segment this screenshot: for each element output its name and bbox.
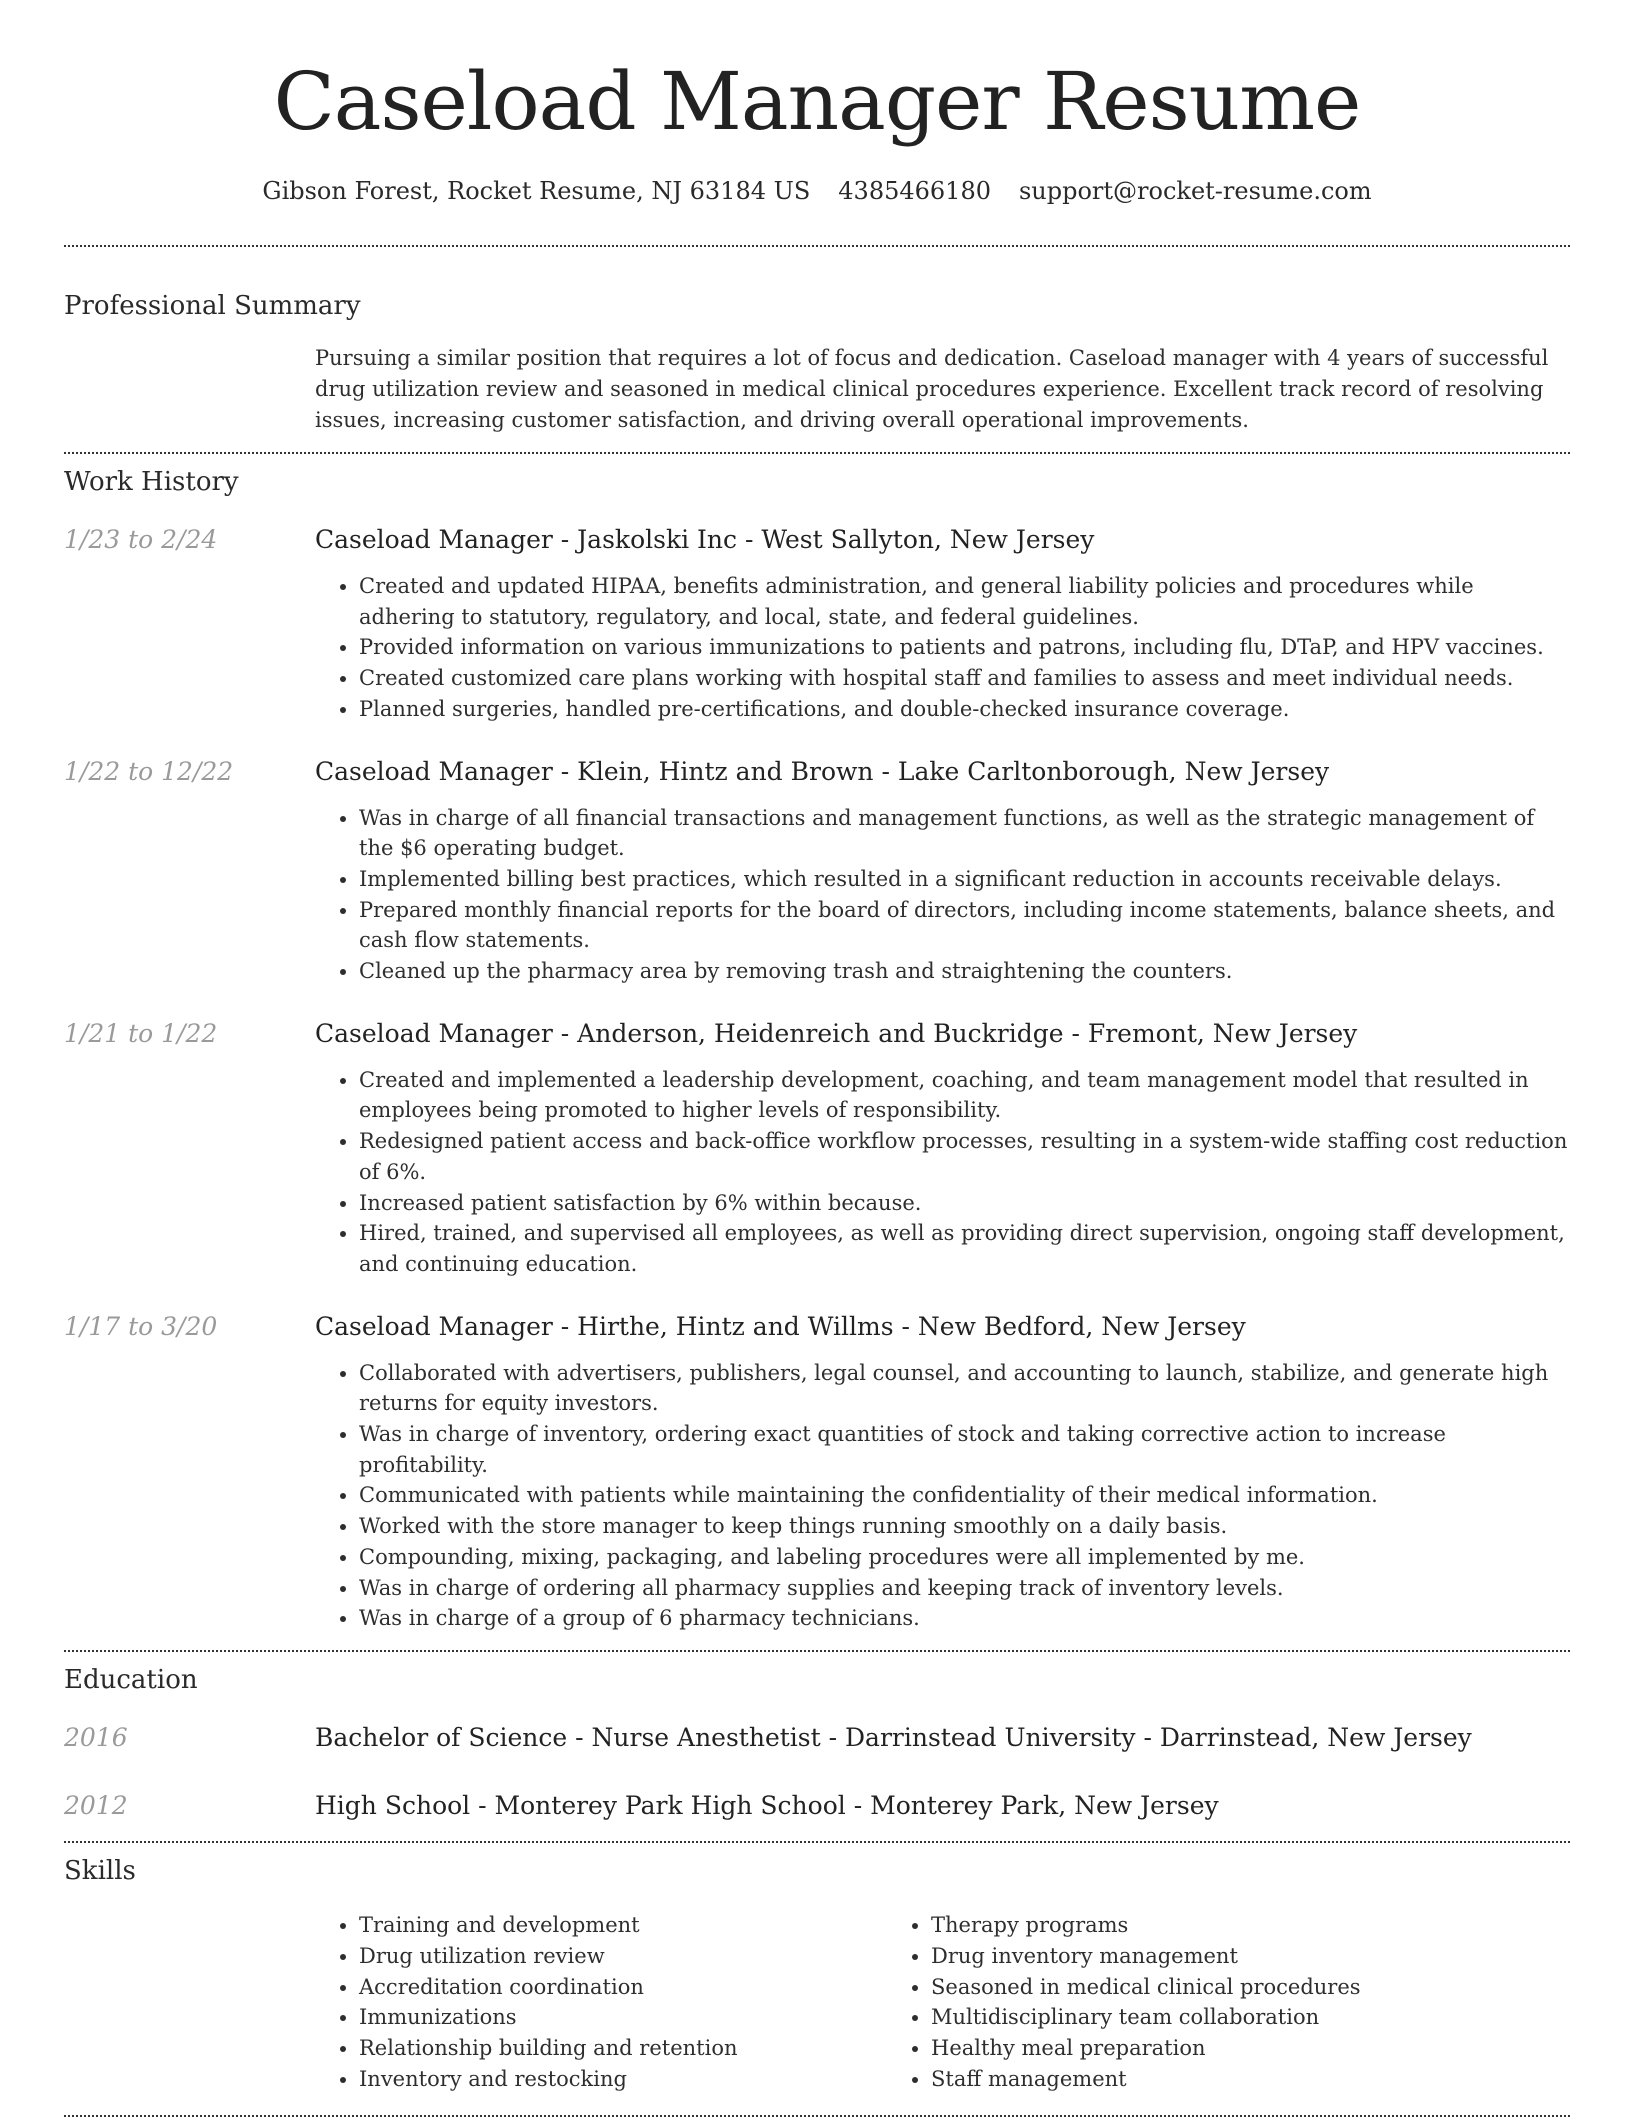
job-dates: 1/23 to 2/24 (64, 525, 218, 554)
skill-item: • Staff management (931, 2064, 1459, 2095)
job-bullet: • Created customized care plans working with hospital staff and families to assess and meet individual needs. (359, 663, 1570, 694)
skill-item: • Healthy meal preparation (931, 2033, 1459, 2064)
job-bullet: • Implemented billing best practices, which resulted in a significant reduction in accounts receivable delays. (359, 864, 1570, 895)
job-bullet: • Collaborated with advertisers, publishers, legal counsel, and accounting to launch, stabilize, and generate high returns for equity investors. (359, 1358, 1570, 1419)
divider (64, 452, 1570, 454)
resume-title: Caseload Manager Resume (273, 55, 1361, 148)
job-bullet: • Was in charge of a group of 6 pharmacy technicians. (359, 1603, 1570, 1634)
skill-item: • Drug utilization review (359, 1941, 887, 1972)
job-bullets (315, 571, 1570, 725)
education-year: 2012 (64, 1790, 128, 1820)
job-bullet: • Hired, trained, and supervised all employees, as well as providing direct supervision, ongoing staff development, and continuing education. (359, 1218, 1570, 1279)
divider (64, 1841, 1570, 1843)
job-bullet: • Communicated with patients while maintaining the confidentiality of their medical information. (359, 1480, 1570, 1511)
skills-row (64, 1910, 1570, 2095)
job-dates: 1/17 to 3/20 (64, 1311, 218, 1341)
job-bullet: • Redesigned patient access and back-office workflow processes, resulting in a system-wide staffing cost reduction of 6%. (359, 1126, 1570, 1187)
skill-item: • Relationship building and retention (359, 2033, 887, 2064)
education-heading: Education (64, 1664, 198, 1695)
skills-columns (315, 1910, 1570, 2095)
skill-item: • Therapy programs (931, 1910, 1459, 1941)
job-dates: 1/22 to 12/22 (64, 756, 234, 786)
education-degree: Bachelor of Science - Nurse Anesthetist - Darrinstead University - Darrinstead, New Jersey (315, 1722, 1472, 1752)
education-year: 2016 (64, 1722, 128, 1752)
job-bullet: • Increased patient satisfaction by 6% within because. (359, 1188, 1570, 1219)
divider (64, 2115, 1570, 2117)
contact-address: Gibson Forest, Rocket Resume, NJ 63184 US (262, 177, 811, 205)
skill-item: • Seasoned in medical clinical procedures (931, 1972, 1459, 2003)
skills-heading: Skills (64, 1855, 136, 1886)
job-bullet: • Planned surgeries, handled pre-certifications, and double-checked insurance coverage. (359, 694, 1570, 725)
divider (64, 245, 1570, 247)
contact-email: support@rocket-resume.com (1018, 177, 1372, 205)
contact-phone: 4385466180 (838, 177, 991, 205)
job-entry (64, 523, 1570, 725)
divider (64, 1650, 1570, 1652)
job-entry (64, 755, 1570, 987)
skill-item: • Immunizations (359, 2002, 887, 2033)
skill-item: • Drug inventory management (931, 1941, 1459, 1972)
job-title: Caseload Manager - Jaskolski Inc - West Sallyton, New Jersey (315, 525, 1095, 554)
job-bullets (315, 803, 1570, 987)
job-bullet: • Compounding, mixing, packaging, and labeling procedures were all implemented by me. (359, 1542, 1570, 1573)
contact-line (64, 174, 1570, 208)
job-bullet: • Cleaned up the pharmacy area by removing trash and straightening the counters. (359, 956, 1570, 987)
resume-page (64, 0, 1570, 2117)
summary-text: Pursuing a similar position that requires a lot of focus and dedication. Caseload manager with 4 years of successful drug utilization review and seasoned in medical clinical procedures experience. Excellent track record of resolving issues, increasing customer satisfaction, and driving overall operational improvements. (315, 346, 1549, 432)
job-title: Caseload Manager - Anderson, Heidenreich and Buckridge - Fremont, New Jersey (315, 1018, 1358, 1048)
summary-row (64, 343, 1570, 436)
job-bullet: • Prepared monthly financial reports for the board of directors, including income statements, balance sheets, and cash flow statements. (359, 895, 1570, 956)
skill-item: • Inventory and restocking (359, 2064, 887, 2095)
job-bullets (315, 1358, 1570, 1634)
job-bullet: • Worked with the store manager to keep things running smoothly on a daily basis. (359, 1511, 1570, 1542)
skill-item: • Accreditation coordination (359, 1972, 887, 2003)
job-bullets (315, 1065, 1570, 1280)
skills-list-right (887, 1910, 1459, 2095)
job-bullet: • Provided information on various immunizations to patients and patrons, including flu, DTaP, and HPV vaccines. (359, 632, 1570, 663)
skill-item: • Multidisciplinary team collaboration (931, 2002, 1459, 2033)
skill-item: • Training and development (359, 1910, 887, 1941)
job-title: Caseload Manager - Hirthe, Hintz and Willms - New Bedford, New Jersey (315, 1311, 1246, 1341)
job-bullet: • Was in charge of all financial transactions and management functions, as well as the strategic management of the $6 operating budget. (359, 803, 1570, 864)
job-bullet: • Was in charge of ordering all pharmacy supplies and keeping track of inventory levels. (359, 1573, 1570, 1604)
summary-heading: Professional Summary (64, 291, 361, 321)
job-bullet: • Was in charge of inventory, ordering exact quantities of stock and taking corrective action to increase profitability. (359, 1419, 1570, 1480)
job-title: Caseload Manager - Klein, Hintz and Brown - Lake Carltonborough, New Jersey (315, 756, 1330, 786)
job-bullet: • Created and implemented a leadership development, coaching, and team management model that resulted in employees being promoted to higher levels of responsibility. (359, 1065, 1570, 1126)
skills-list-left (315, 1910, 887, 2095)
education-degree: High School - Monterey Park High School - Monterey Park, New Jersey (315, 1790, 1219, 1820)
work-heading: Work History (64, 467, 239, 497)
job-entry (64, 1017, 1570, 1280)
job-bullet: • Created and updated HIPAA, benefits administration, and general liability policies and procedures while adhering to statutory, regulatory, and local, state, and federal guidelines. (359, 571, 1570, 632)
education-entry (64, 1789, 1570, 1823)
job-entry (64, 1310, 1570, 1634)
education-entry (64, 1721, 1570, 1755)
job-dates: 1/21 to 1/22 (64, 1018, 218, 1048)
